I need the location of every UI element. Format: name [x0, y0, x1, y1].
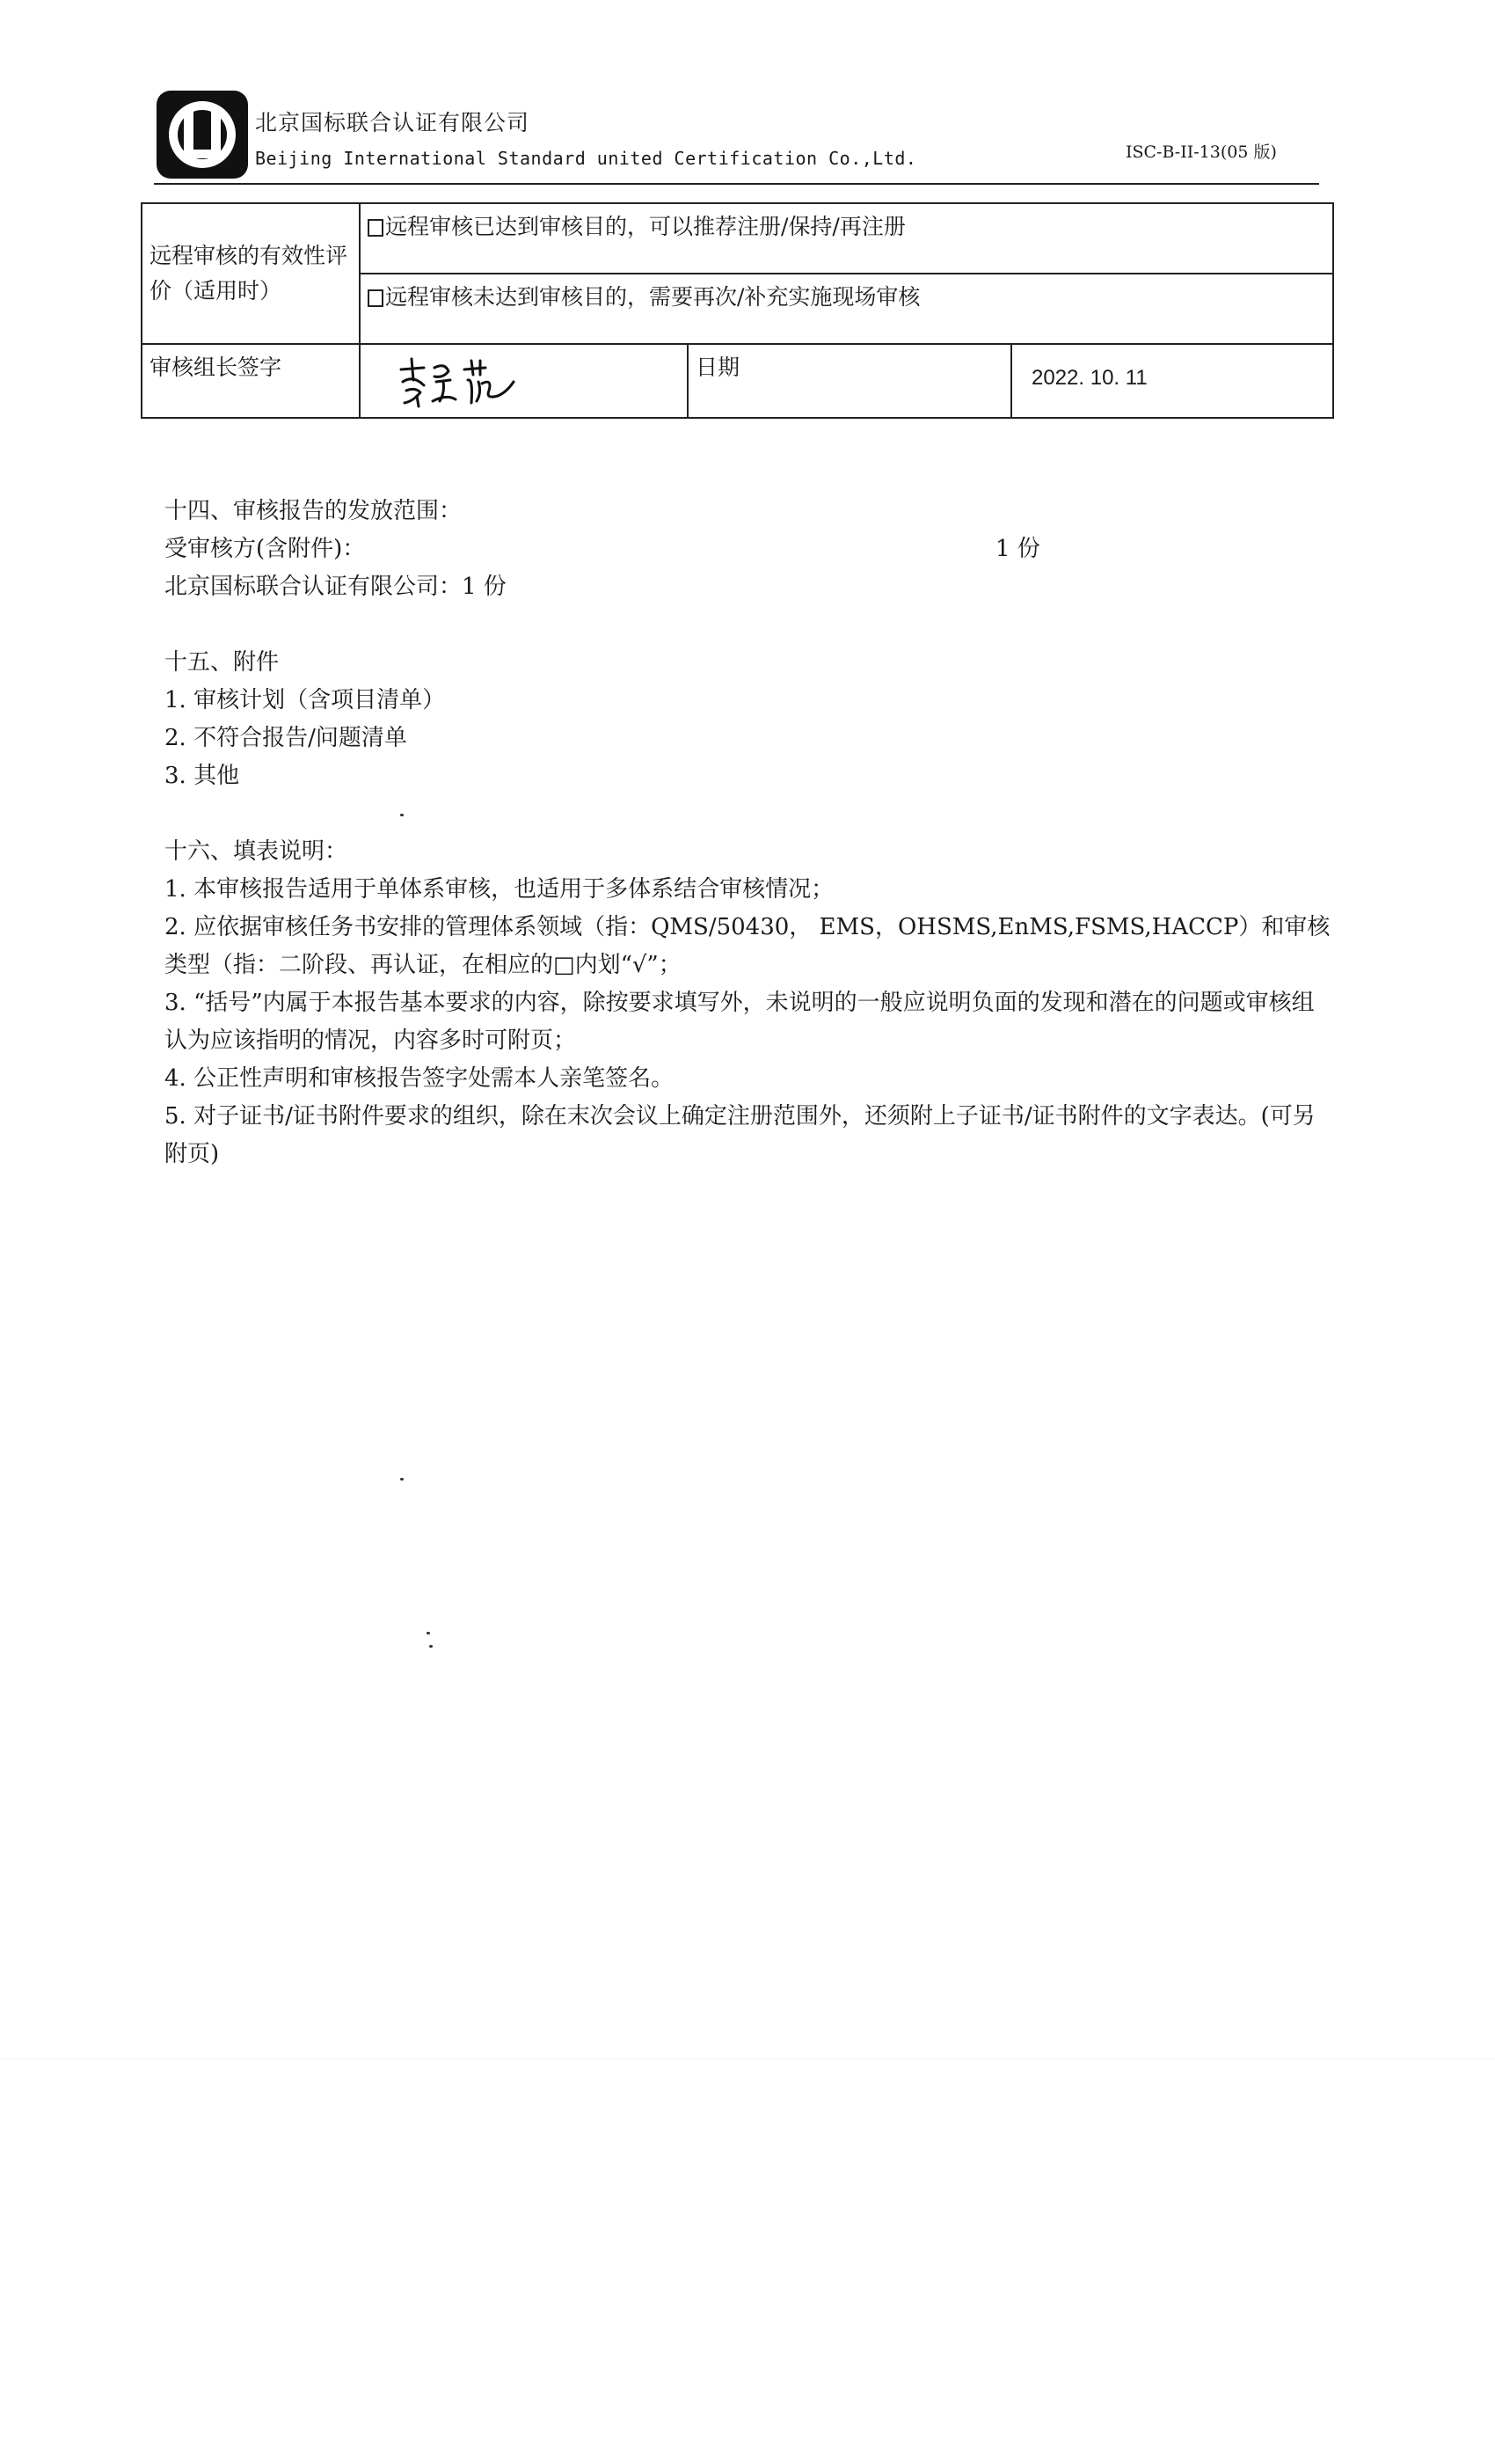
section16-item-3: 3. “括号”内属于本报告基本要求的内容，除按要求填写外，未说明的一般应说明负面的发现和潜在的问题或审核组认为应该指明的情况，内容多时可附页；: [164, 990, 1315, 1054]
scan-speck: [400, 1478, 404, 1481]
company-name-cn: 北京国标联合认证有限公司: [255, 110, 530, 135]
option-not-achieved-cell: [360, 274, 1333, 344]
date-label-cell: [688, 344, 1011, 418]
section16-item-4: 4. 公正性声明和审核报告签字处需本人亲笔签名。: [164, 1065, 675, 1092]
section15-item-1: 1. 审核计划（含项目清单）: [164, 687, 446, 713]
date-value-cell: [1011, 344, 1333, 418]
handwritten-signature: [394, 352, 517, 410]
scan-bottom-area: [0, 2058, 1495, 2464]
section16-item-5: 5. 对子证书/证书附件要求的组织，除在末次会议上确定注册范围外，还须附上子证书/证书附件的文字表达。(可另附页): [164, 1103, 1316, 1167]
section16-item-1: 1. 本审核报告适用于单体系审核，也适用于多体系结合审核情况；: [164, 876, 835, 903]
section15-title: 十五、附件: [164, 649, 280, 676]
evaluation-table: [141, 202, 1334, 419]
report-body: [164, 493, 1334, 1174]
section14-auditee-copies: 1 份: [995, 536, 1040, 562]
date-label: 日期: [696, 355, 740, 380]
signature-label: 审核组长签字: [150, 355, 282, 380]
validity-label: 远程审核的有效性评价（适用时）: [150, 243, 348, 303]
section14-auditee: 受审核方(含附件)：: [164, 536, 366, 562]
section14-company: 北京国标联合认证有限公司：1 份: [164, 574, 507, 600]
section15-item-2: 2. 不符合报告/问题清单: [164, 725, 407, 751]
option-achieved-text: 远程审核已达到审核目的，可以推荐注册/保持/再注册: [385, 214, 906, 239]
scan-speck: [427, 1632, 430, 1634]
document-header: [154, 88, 1324, 186]
header-divider: [154, 183, 1319, 185]
section14-auditee-row: [164, 530, 1334, 568]
validity-label-cell: [142, 203, 360, 344]
company-logo: [154, 88, 251, 181]
option-achieved-cell: [360, 203, 1333, 274]
signature-cell: [360, 344, 688, 418]
checkbox-achieved[interactable]: [368, 219, 383, 237]
option-not-achieved-text: 远程审核未达到审核目的，需要再次/补充实施现场审核: [385, 284, 921, 310]
document-code: ISC-B-II-13(05 版): [1126, 143, 1277, 162]
section16-item-2: 2. 应依据审核任务书安排的管理体系领域（指：QMS/50430， EMS，OHSMS,EnMS,FSMS,HACCP）和审核类型（指：二阶段、再认证，在相应的□内划“√”；: [164, 914, 1331, 978]
company-name-en: Beijing International Standard united Certification Co.,Ltd.: [255, 148, 917, 169]
section14-title: 十四、审核报告的发放范围：: [164, 498, 463, 524]
signature-label-cell: [142, 344, 360, 418]
scan-speck: [400, 814, 404, 816]
checkbox-not-achieved[interactable]: [368, 289, 383, 307]
scan-speck: [429, 1645, 433, 1648]
section16-title: 十六、填表说明：: [164, 838, 348, 865]
section15-item-3: 3. 其他: [164, 763, 240, 789]
date-value: 2022. 10. 11: [1032, 366, 1148, 390]
